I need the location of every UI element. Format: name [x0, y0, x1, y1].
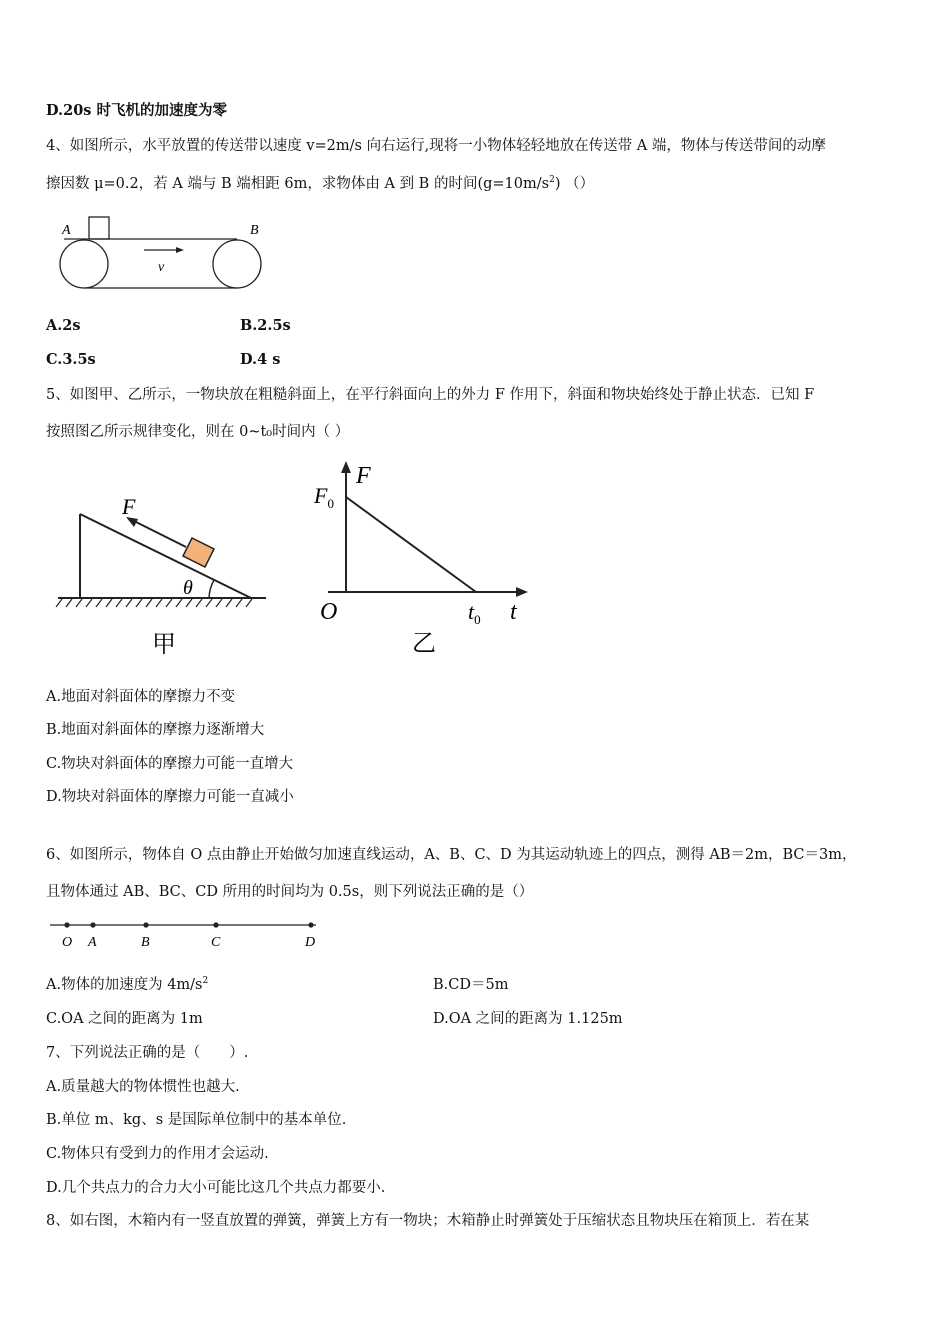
q4-stem-line2	[46, 174, 594, 194]
label-f0: $F_0$	[314, 483, 334, 511]
label-c: C	[211, 935, 221, 950]
incline-slope	[80, 514, 251, 598]
block-on-belt	[89, 217, 109, 239]
q6-stem-line2: 且物体通过 AB、BC、CD 所用的时间均为 0.5s，则下列说法正确的是（）	[46, 884, 534, 900]
q4-option-d: D.4 s	[240, 351, 281, 368]
figure-yi-f-t-graph	[308, 457, 538, 662]
q5-option-a: A.地面对斜面体的摩擦力不变	[46, 689, 236, 705]
label-theta: θ	[183, 577, 193, 599]
label-b: B	[141, 935, 150, 950]
q4-option-c: C.3.5s	[46, 351, 96, 368]
label-a: A	[88, 935, 97, 950]
q6-option-b: B.CD＝5m	[433, 977, 509, 993]
conveyor-belt-figure	[56, 215, 268, 295]
label-o: O	[62, 935, 73, 950]
q6-option-a	[46, 975, 208, 995]
label-t0: $t_0$	[468, 599, 481, 627]
point-a	[90, 922, 95, 927]
f-decreasing-line	[346, 497, 476, 592]
q7-stem: 7、下列说法正确的是（ ）.	[46, 1045, 249, 1061]
axis-label-t: t	[510, 599, 517, 625]
point-c	[213, 922, 218, 927]
q7-option-b: B.单位 m、kg、s 是国际单位制中的基本单位.	[46, 1112, 347, 1128]
q6-option-a-sup: 2	[202, 976, 209, 987]
label-a: A	[62, 223, 71, 238]
q5-option-c: C.物块对斜面体的摩擦力可能一直增大	[46, 756, 294, 772]
left-roller	[60, 240, 108, 288]
q4-stem-line1: 4、如图所示，水平放置的传送带以速度 v=2m/s 向右运行,现将一小物体轻轻地放在传送带 A 端，物体与传送带间的动摩	[46, 138, 826, 154]
q4-option-b: B.2.5s	[240, 317, 291, 334]
caption-jia: 甲	[152, 632, 176, 658]
q5-stem-line1: 5、如图甲、乙所示，一物块放在粗糙斜面上，在平行斜面向上的外力 F 作用下，斜面和物块始终处于静止状态．已知 F	[46, 387, 815, 403]
block-on-incline	[183, 538, 214, 567]
point-b	[143, 922, 148, 927]
q7-option-d: D.几个共点力的合力大小可能比这几个共点力都要小.	[46, 1180, 386, 1196]
figure-jia-incline	[56, 490, 271, 660]
point-o	[64, 922, 69, 927]
q8-stem-line1: 8、如右图，木箱内有一竖直放置的弹簧，弹簧上方有一物块；木箱静止时弹簧处于压缩状态且物块压在箱顶上．若在某	[46, 1213, 810, 1229]
q6-stem-line1: 6、如图所示，物体自 O 点由静止开始做匀加速直线运动，A、B、C、D 为其运动轨迹上的四点，测得 AB＝2m，BC＝3m，	[46, 847, 857, 863]
q4-stem-text: 擦因数 μ=0.2，若 A 端与 B 端相距 6m，求物体由 A 到 B 的时间(g=10m/s	[46, 176, 550, 192]
f-axis-arrowhead	[341, 461, 351, 473]
q7-option-c: C.物体只有受到力的作用才会运动.	[46, 1146, 269, 1162]
force-f-arrow	[134, 521, 186, 547]
q6-option-c: C.OA 之间的距离为 1m	[46, 1011, 203, 1027]
label-origin: O	[320, 599, 338, 625]
ground-hatching	[56, 599, 252, 607]
velocity-arrowhead	[176, 247, 184, 253]
q6-option-a-text: A.物体的加速度为 4m/s	[46, 977, 203, 993]
right-roller	[213, 240, 261, 288]
axis-label-f: F	[356, 463, 371, 489]
q5-option-b: B.地面对斜面体的摩擦力逐渐增大	[46, 722, 265, 738]
q5-option-d: D.物块对斜面体的摩擦力可能一直减小	[46, 789, 294, 805]
t-axis-arrowhead	[516, 587, 528, 597]
motion-track-figure	[48, 915, 328, 955]
q4-stem-sup: 2	[549, 175, 555, 186]
label-b: B	[250, 223, 259, 238]
q4-option-a: A.2s	[46, 317, 81, 334]
label-d: D	[305, 935, 316, 950]
q4-stem-tail: ) （）	[554, 176, 595, 192]
q3-option-d: D.20s 时飞机的加速度为零	[46, 102, 227, 119]
q7-option-a: A.质量越大的物体惯性也越大.	[46, 1079, 240, 1095]
point-d	[308, 922, 313, 927]
q6-option-d: D.OA 之间的距离为 1.125m	[433, 1011, 623, 1027]
label-f: F	[122, 494, 136, 519]
q5-stem-line2: 按照图乙所示规律变化，则在 0~t₀时间内（ ）	[46, 424, 350, 440]
caption-yi: 乙	[412, 631, 436, 657]
theta-arc	[209, 580, 214, 598]
label-v: v	[158, 260, 165, 275]
